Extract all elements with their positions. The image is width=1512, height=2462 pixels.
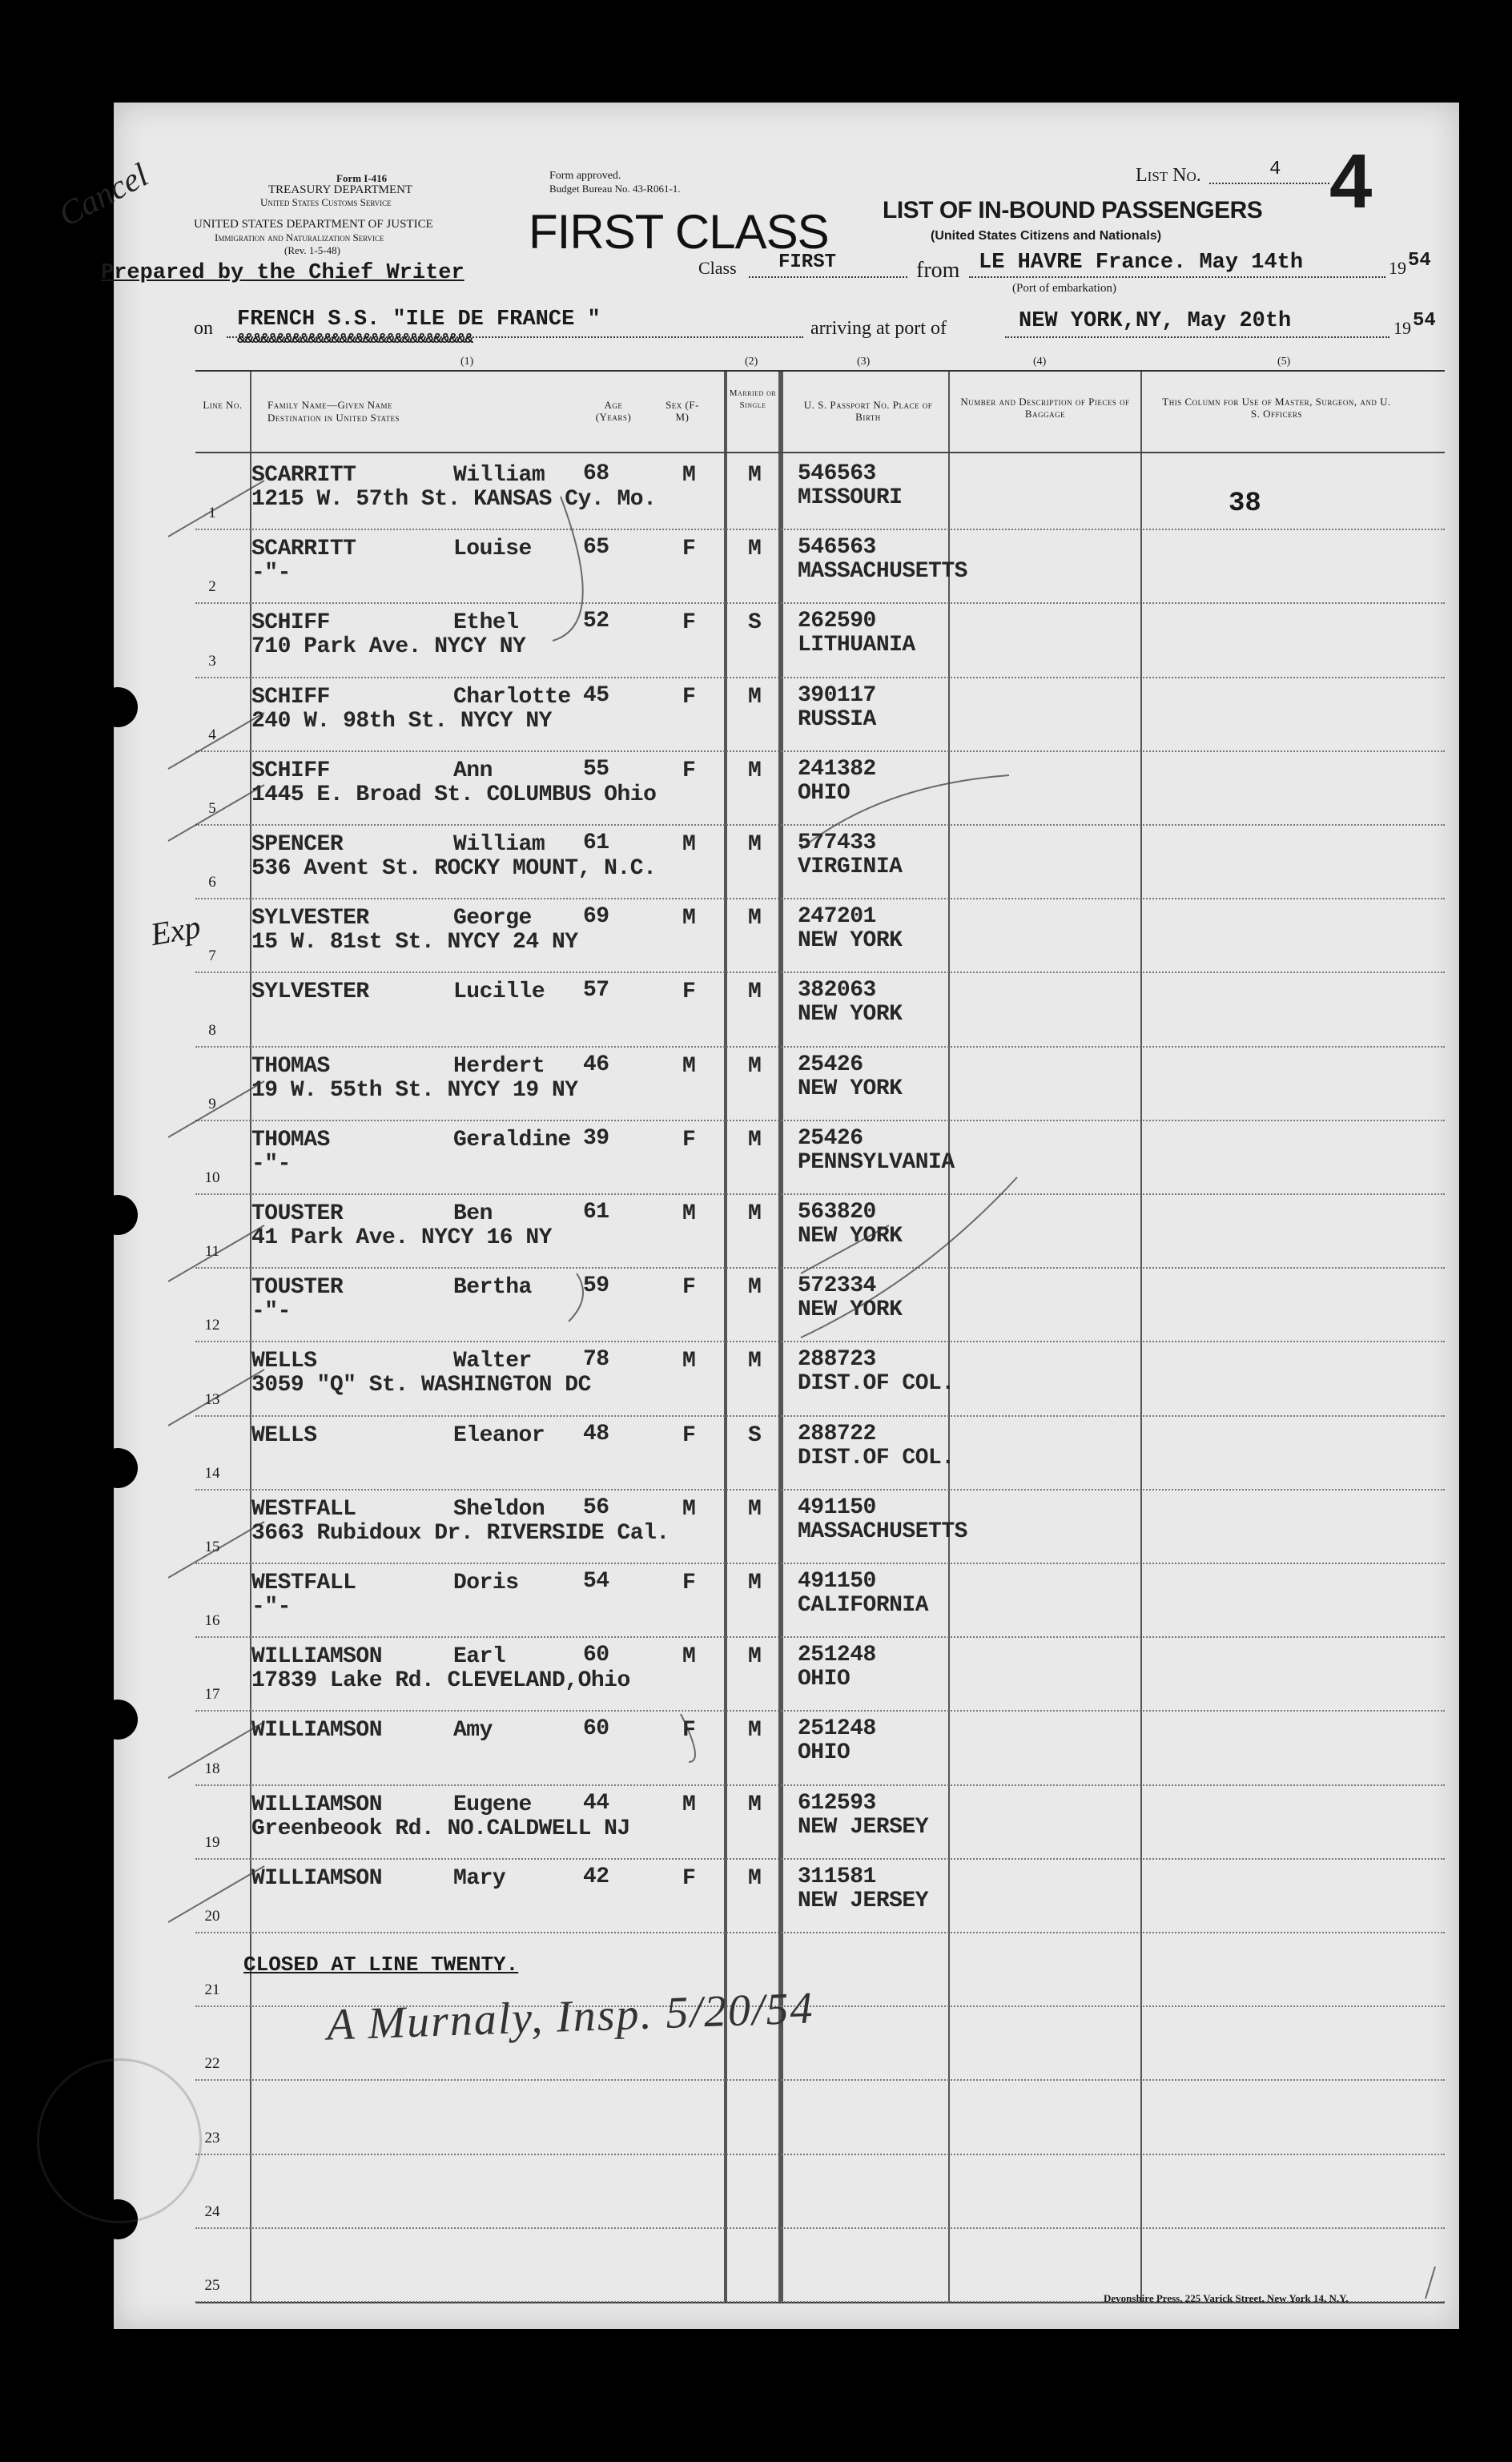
sex: F (682, 1422, 696, 1448)
bracket-mark (553, 497, 583, 641)
check-mark (168, 1722, 264, 1778)
age: 60 (583, 1716, 609, 1742)
marital-status: M (748, 980, 762, 1005)
list-no-handwritten: 4 (1329, 139, 1373, 224)
marital-status: M (748, 684, 762, 710)
place-of-birth: DIST.OF COL. (798, 1371, 955, 1397)
check-mark (168, 1225, 264, 1281)
passport-number: 241382 (798, 756, 876, 782)
line-number: 11 (204, 1243, 220, 1261)
prepared-by: Prepared by the Chief Writer (101, 261, 464, 285)
address: Greenbeook Rd. NO.CALDWELL NJ (251, 1816, 630, 1841)
age: 45 (583, 682, 609, 708)
surname: THOMAS (251, 1127, 330, 1153)
age: 68 (583, 461, 609, 486)
col-num-5: (5) (1277, 356, 1291, 368)
form-number: Form I-416 (336, 172, 388, 184)
check-mark (168, 1866, 264, 1922)
surname: WILLIAMSON (251, 1865, 383, 1891)
address: 710 Park Ave. NYCY NY (251, 634, 526, 660)
marital-status: M (748, 463, 762, 488)
place-of-birth: RUSSIA (798, 706, 876, 732)
surname: SCHIFF (251, 684, 330, 710)
place-of-birth: NEW YORK (798, 1002, 903, 1028)
check-mark (168, 481, 264, 537)
age: 61 (583, 831, 609, 855)
arr-year-prefix: 19 (1393, 318, 1411, 338)
customs-service: United States Customs Service (260, 196, 392, 208)
col-num-4: (4) (1033, 356, 1047, 368)
check-mark (801, 775, 1009, 849)
surname: SPENCER (251, 832, 344, 857)
place-of-birth: OHIO (798, 780, 850, 806)
address: -"- (251, 1299, 291, 1325)
given-name: Eleanor (453, 1422, 545, 1448)
given-name: Louise (453, 537, 532, 562)
marital-status: M (748, 1496, 762, 1522)
line-number: 6 (208, 874, 216, 891)
line-number: 15 (204, 1538, 220, 1555)
place-of-birth: CALIFORNIA (798, 1593, 929, 1618)
age: 57 (583, 978, 609, 1004)
passport-number: 612593 (798, 1790, 876, 1816)
form-approved: Form approved. (549, 170, 621, 182)
list-subtitle: (United States Citizens and Nationals) (931, 229, 1162, 243)
marital-status: M (748, 832, 762, 857)
age: 46 (583, 1052, 609, 1077)
treasury-dept: TREASURY DEPARTMENT (268, 183, 413, 196)
given-name: William (453, 832, 545, 857)
place-of-birth: PENNSYLVANIA (798, 1149, 955, 1175)
check-mark (801, 1177, 1017, 1338)
age: 61 (583, 1200, 609, 1225)
on-label: on (194, 318, 213, 339)
address: 19 W. 55th St. NYCY 19 NY (251, 1077, 578, 1103)
list-title: LIST OF IN-BOUND PASSENGERS (883, 197, 1263, 223)
passport-number: 577433 (798, 831, 876, 855)
address: 1215 W. 57th St. KANSAS Cy. Mo. (251, 487, 657, 512)
marital-status: M (748, 906, 762, 931)
marital-status: M (748, 537, 762, 562)
footer-printer: Devonshire Press, 225 Varick Street, New York 14, N.Y. (1104, 2292, 1349, 2304)
marital-status: M (748, 758, 762, 783)
sex: F (682, 1571, 696, 1595)
officer-mark: 38 (1228, 489, 1261, 519)
line-number: 12 (204, 1317, 220, 1334)
given-name: Sheldon (453, 1496, 545, 1522)
sex: M (682, 906, 696, 931)
hdr-age: Age (Years) (595, 399, 632, 423)
check-mark (168, 1081, 264, 1137)
given-name: Ann (453, 758, 493, 783)
age: 52 (583, 609, 609, 634)
place-of-birth: DIST.OF COL. (798, 1445, 955, 1470)
arriving-label: arriving at port of (810, 318, 947, 339)
line-number: 13 (204, 1390, 220, 1408)
sex: F (682, 980, 696, 1005)
given-name: Geraldine (453, 1127, 571, 1153)
class-value: FIRST (778, 251, 837, 273)
marital-status: M (748, 1053, 762, 1079)
given-name: Amy (453, 1718, 493, 1744)
passport-number: 546563 (798, 535, 876, 561)
surname: TOUSTER (251, 1275, 344, 1301)
address: 17839 Lake Rd. CLEVELAND,Ohio (251, 1668, 630, 1694)
list-no-label: List No. (1136, 165, 1201, 186)
age: 60 (583, 1643, 609, 1668)
check-mark (168, 1370, 264, 1426)
check-mark (681, 1714, 695, 1762)
age: 48 (583, 1421, 609, 1446)
passport-number: 251248 (798, 1643, 876, 1668)
given-name: Eugene (453, 1792, 532, 1817)
sex: M (682, 1349, 696, 1374)
sex: F (682, 537, 696, 562)
passport-number: 288723 (798, 1347, 876, 1373)
passport-number: 491150 (798, 1494, 876, 1520)
check-mark (168, 1522, 264, 1578)
passport-number: 25426 (798, 1125, 863, 1151)
address: 536 Avent St. ROCKY MOUNT, N.C. (251, 856, 657, 881)
hdr-passport: U. S. Passport No. Place of Birth (803, 399, 933, 423)
surname: SCARRITT (251, 463, 356, 488)
place-of-birth: NEW YORK (798, 1076, 903, 1101)
arriving-value: NEW YORK,NY, May 20th (1019, 309, 1292, 333)
place-of-birth: OHIO (798, 1740, 850, 1766)
given-name: Walter (453, 1349, 532, 1374)
col-num-3: (3) (857, 356, 871, 368)
address: -"- (251, 561, 291, 586)
check-mark (168, 785, 264, 841)
passport-number: 311581 (798, 1864, 876, 1889)
surname: SCHIFF (251, 610, 330, 636)
surname: WILLIAMSON (251, 1718, 383, 1744)
hdr-married: Married or Single (729, 388, 777, 410)
hdr-baggage: Number and Description of Pieces of Baggage (960, 396, 1130, 420)
closed-text: CLOSED AT LINE TWENTY. (243, 1953, 519, 1977)
inspector-signature: A Murnaly, Insp. 5/20/54 (326, 1983, 815, 2050)
hdr-family-name: Family Name—Given Name (267, 399, 392, 411)
marital-status: M (748, 1201, 762, 1226)
marital-status: M (748, 1865, 762, 1891)
marital-status: S (748, 610, 762, 636)
surname: SCHIFF (251, 758, 330, 783)
port-embarkation: (Port of embarkation) (1012, 282, 1116, 295)
from-value: LE HAVRE France. May 14th (979, 251, 1304, 275)
surname: WILLIAMSON (251, 1792, 383, 1817)
first-class-stamp: FIRST CLASS (529, 205, 829, 259)
col-num-1: (1) (460, 356, 474, 368)
passport-number: 251248 (798, 1716, 876, 1742)
place-of-birth: NEW YORK (798, 1297, 903, 1323)
given-name: Bertha (453, 1275, 532, 1301)
age: 65 (583, 535, 609, 561)
passport-number: 546563 (798, 461, 876, 486)
marital-status: M (748, 1718, 762, 1744)
surname: WELLS (251, 1349, 317, 1374)
line-number: 4 (208, 726, 216, 743)
marital-status: M (748, 1349, 762, 1374)
check-mark (1426, 2267, 1435, 2299)
age: 54 (583, 1569, 609, 1594)
passport-number: 491150 (798, 1569, 876, 1594)
exp-note: Exp (147, 907, 203, 953)
line-number: 18 (204, 1760, 220, 1777)
line-number: 19 (204, 1833, 220, 1851)
marital-status: M (748, 1127, 762, 1153)
given-name: George (453, 906, 532, 931)
class-label: Class (698, 258, 737, 278)
address: -"- (251, 1151, 291, 1177)
surname: WESTFALL (251, 1571, 356, 1595)
place-of-birth: MISSOURI (798, 485, 903, 510)
age: 78 (583, 1347, 609, 1373)
passport-number: 262590 (798, 609, 876, 634)
address: -"- (251, 1595, 291, 1619)
line-number: 5 (208, 799, 216, 817)
given-name: Doris (453, 1571, 519, 1595)
address: 3059 "Q" St. WASHINGTON DC (251, 1373, 591, 1398)
line-number: 2 (208, 578, 216, 596)
line-number: 22 (204, 2055, 220, 2073)
address: 1445 E. Broad St. COLUMBUS Ohio (251, 782, 657, 807)
address: 41 Park Ave. NYCY 16 NY (251, 1225, 552, 1250)
surname: SYLVESTER (251, 980, 369, 1005)
address: 15 W. 81st St. NYCY 24 NY (251, 930, 578, 955)
list-no-typed: 4 (1269, 159, 1281, 180)
age: 56 (583, 1494, 609, 1520)
given-name: Mary (453, 1865, 506, 1891)
from-label: from (916, 258, 960, 283)
line-number: 7 (208, 947, 216, 965)
ins-name: Immigration and Naturalization Service (215, 231, 384, 243)
line-number: 9 (208, 1095, 216, 1112)
check-mark (168, 713, 264, 769)
given-name: Ethel (453, 610, 519, 636)
given-name: Earl (453, 1644, 506, 1670)
given-name: Charlotte (453, 684, 571, 710)
passport-number: 563820 (798, 1200, 876, 1225)
sex: F (682, 1865, 696, 1891)
ship-name: FRENCH S.S. "ILE DE FRANCE " (237, 308, 601, 332)
given-name: Ben (453, 1201, 493, 1226)
age: 55 (583, 756, 609, 782)
budget-bureau: Budget Bureau No. 43-R061-1. (549, 183, 681, 195)
from-year-prefix: 19 (1389, 258, 1406, 278)
sex: F (682, 610, 696, 636)
age: 59 (583, 1273, 609, 1299)
line-number: 24 (204, 2203, 220, 2220)
hdr-officers: This Column for Use of Master, Surgeon, and U. S. Officers (1162, 396, 1391, 420)
surname: THOMAS (251, 1053, 330, 1079)
line-number: 17 (204, 1686, 220, 1704)
address: 3663 Rubidoux Dr. RIVERSIDE Cal. (251, 1520, 670, 1546)
age: 44 (583, 1790, 609, 1816)
sex: F (682, 1127, 696, 1153)
line-number: 14 (204, 1464, 220, 1482)
sex: M (682, 1644, 696, 1670)
handwritten-cancel: Cancel (53, 156, 155, 235)
place-of-birth: NEW YORK (798, 1224, 903, 1249)
line-number: 25 (204, 2276, 220, 2294)
surname: TOUSTER (251, 1201, 344, 1226)
passport-number: 288722 (798, 1421, 876, 1446)
place-of-birth: MASSACHUSETTS (798, 559, 967, 585)
age: 69 (583, 904, 609, 930)
line-number: 20 (204, 1907, 220, 1925)
hdr-line-no: Line No. (203, 399, 243, 411)
marital-status: S (748, 1422, 762, 1448)
line-number: 3 (208, 652, 216, 670)
surname: WESTFALL (251, 1496, 356, 1522)
given-name: William (453, 463, 545, 488)
marital-status: M (748, 1644, 762, 1670)
place-of-birth: LITHUANIA (798, 633, 915, 658)
arr-year: 54 (1413, 310, 1436, 332)
sex: M (682, 1496, 696, 1522)
surname: SYLVESTER (251, 906, 369, 931)
sex: M (682, 463, 696, 488)
bracket-mark (569, 1273, 583, 1322)
age: 39 (583, 1125, 609, 1151)
revision: (Rev. 1-5-48) (284, 244, 340, 256)
sex: F (682, 1275, 696, 1301)
passport-number: 247201 (798, 904, 876, 930)
passport-number: 572334 (798, 1273, 876, 1299)
hdr-destination: Destination in United States (267, 412, 400, 424)
check-mark (801, 1225, 889, 1273)
line-number: 21 (204, 1981, 220, 1999)
sex: M (682, 1792, 696, 1817)
surname: WILLIAMSON (251, 1644, 383, 1670)
given-name: Herdert (453, 1053, 545, 1079)
place-of-birth: VIRGINIA (798, 855, 903, 879)
marital-status: M (748, 1571, 762, 1595)
from-year: 54 (1408, 250, 1431, 272)
sex: F (682, 684, 696, 710)
age: 42 (583, 1864, 609, 1889)
place-of-birth: NEW YORK (798, 928, 903, 954)
marital-status: M (748, 1275, 762, 1301)
line-number: 16 (204, 1612, 220, 1630)
passport-number: 382063 (798, 978, 876, 1004)
address: 240 W. 98th St. NYCY NY (251, 708, 552, 734)
place-of-birth: NEW JERSEY (798, 1814, 929, 1840)
passport-number: 390117 (798, 682, 876, 708)
surname: WELLS (251, 1422, 317, 1448)
sex: M (682, 1201, 696, 1226)
justice-dept: UNITED STATES DEPARTMENT OF JUSTICE (194, 218, 433, 231)
sex: M (682, 1053, 696, 1079)
hdr-sex: Sex (F-M) (666, 399, 699, 423)
sex: F (682, 758, 696, 783)
line-number: 23 (204, 2129, 220, 2146)
line-number: 10 (204, 1169, 220, 1186)
marital-status: M (748, 1792, 762, 1817)
line-number: 1 (208, 505, 216, 522)
given-name: Lucille (453, 980, 545, 1005)
place-of-birth: NEW JERSEY (798, 1888, 929, 1913)
line-number: 8 (208, 1021, 216, 1039)
place-of-birth: MASSACHUSETTS (798, 1519, 967, 1544)
ship-strikeout: &&&&&&&&&&&&&&&&&&&&&&&&&&&&&& (237, 332, 473, 348)
passport-number: 25426 (798, 1052, 863, 1077)
sex: F (682, 1718, 696, 1744)
sex: M (682, 832, 696, 857)
surname: SCARRITT (251, 537, 356, 562)
col-num-2: (2) (745, 356, 758, 368)
place-of-birth: OHIO (798, 1667, 850, 1692)
